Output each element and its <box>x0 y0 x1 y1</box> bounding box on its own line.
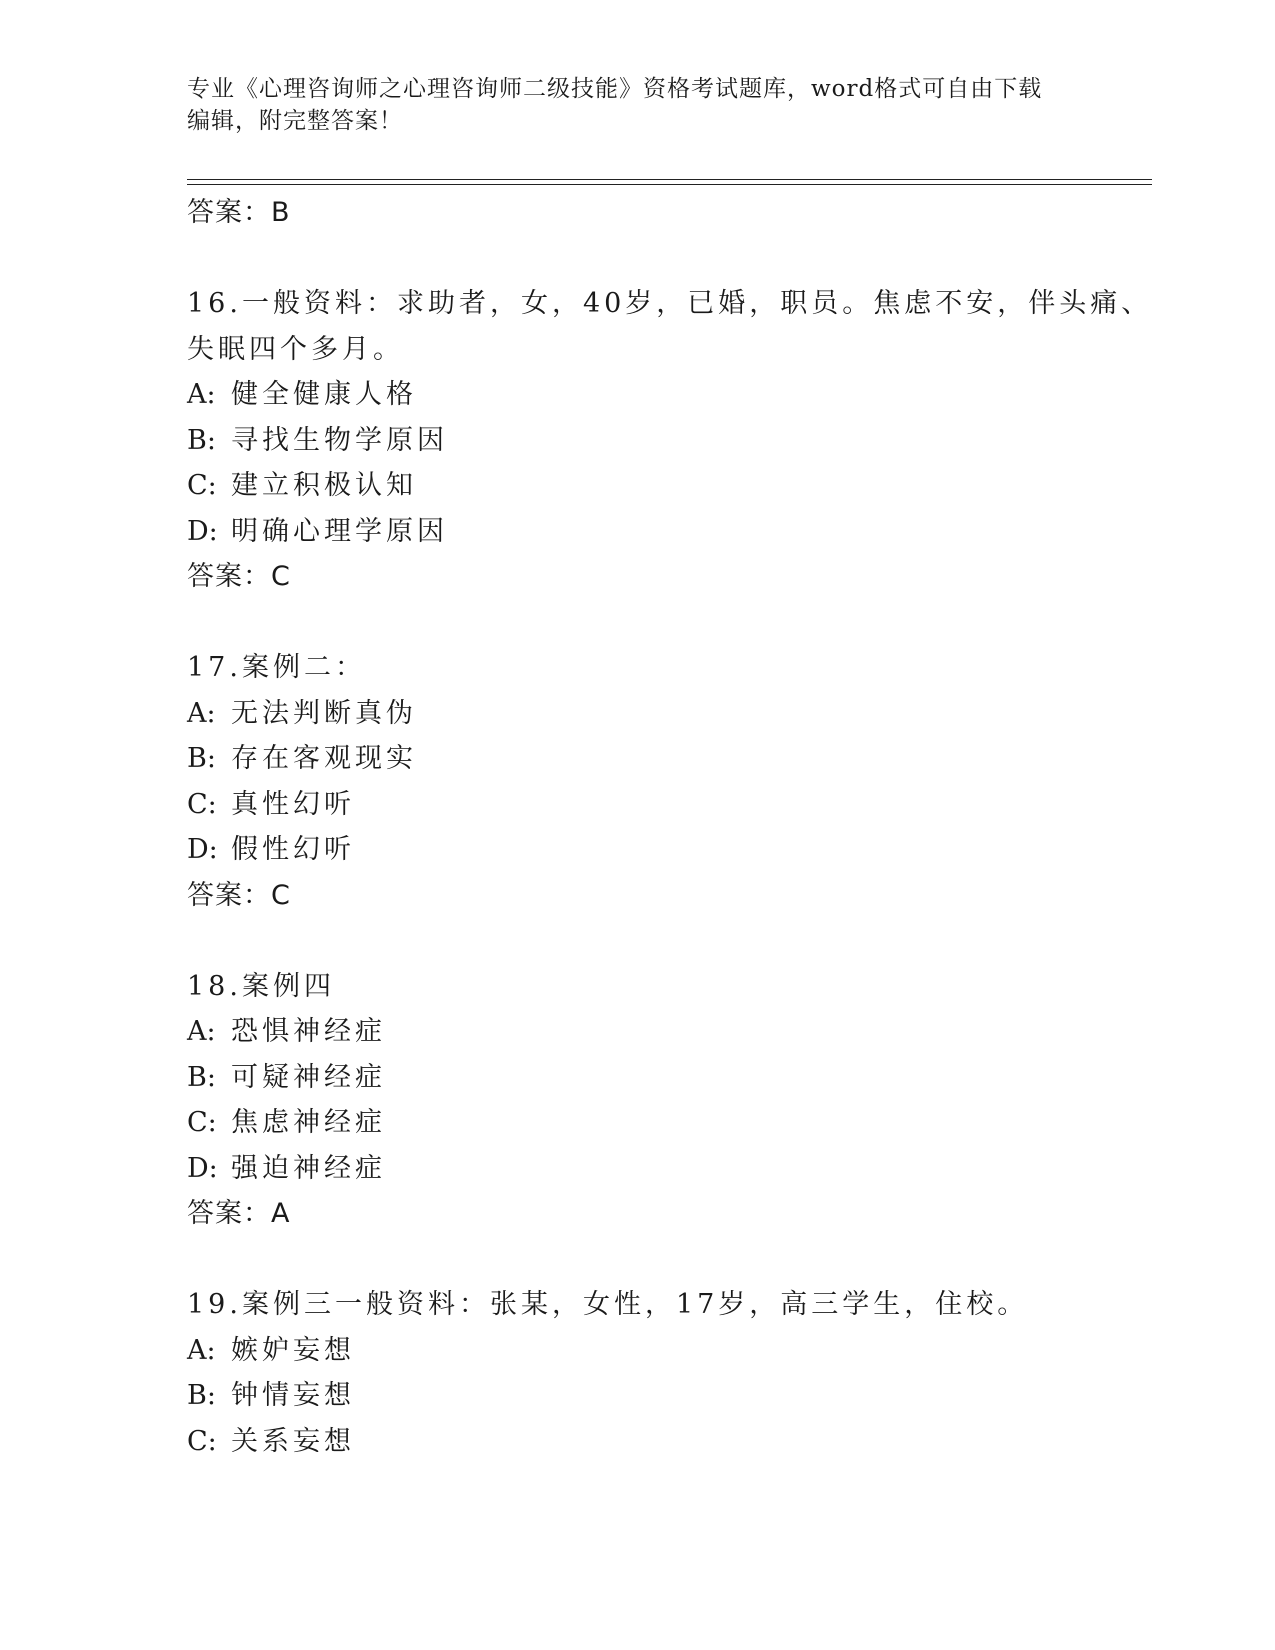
option-c <box>187 463 1147 509</box>
option-d <box>187 827 1147 873</box>
option-letter: C: <box>187 470 217 501</box>
page-header <box>187 73 1087 137</box>
option-letter: B: <box>187 743 216 774</box>
question-stem: 18.案例四 <box>187 970 335 1002</box>
header-line-2: 编辑，附完整答案！ <box>187 108 403 134</box>
option-letter: B: <box>187 424 216 456</box>
option-letter: D: <box>187 1152 218 1184</box>
answer-q18: 答案：A <box>187 1198 291 1229</box>
question-stem-continued: 失眠四个多月。 <box>187 333 404 365</box>
header-line-1: 专业《心理咨询师之心理咨询师二级技能》资格考试题库，word格式可自由下载 <box>187 76 1043 102</box>
option-letter: D: <box>187 834 218 865</box>
option-letter: A: <box>187 379 216 410</box>
option-d <box>187 509 1147 555</box>
option-a <box>187 372 1147 418</box>
option-a <box>187 691 1147 737</box>
option-text: 钟情妄想 <box>231 1380 355 1411</box>
question-stem: 16.一般资料：求助者，女，40岁，已婚，职员。焦虑不安，伴头痛、 <box>187 288 1153 319</box>
answer-q16: 答案：C <box>187 561 291 592</box>
spacer <box>187 600 1147 646</box>
option-d <box>187 1146 1147 1192</box>
question-stem: 17.案例二： <box>187 652 366 683</box>
option-letter: D: <box>187 515 218 547</box>
question-stem: 19.案例三一般资料：张某，女性，17岁，高三学生，住校。 <box>187 1289 1029 1320</box>
option-letter: C: <box>187 1107 217 1138</box>
option-b <box>187 1055 1147 1101</box>
option-text: 假性幻听 <box>231 834 355 865</box>
option-text: 关系妄想 <box>231 1425 355 1457</box>
spacer <box>187 918 1147 964</box>
option-b <box>187 418 1147 464</box>
question-18 <box>187 964 1147 1237</box>
option-b <box>187 1373 1147 1419</box>
option-letter: A: <box>187 1016 216 1047</box>
option-text: 恐惧神经症 <box>231 1016 386 1047</box>
option-text: 存在客观现实 <box>231 743 417 774</box>
option-text: 建立积极认知 <box>231 470 417 501</box>
answer-q17: 答案：C <box>187 879 291 911</box>
question-list <box>187 190 1153 1464</box>
option-text: 健全健康人格 <box>231 379 417 410</box>
question-17 <box>187 645 1147 918</box>
option-c <box>187 1100 1147 1146</box>
option-letter: C: <box>187 1425 217 1457</box>
spacer <box>187 1237 1147 1283</box>
option-letter: B: <box>187 1061 216 1093</box>
option-text: 明确心理学原因 <box>231 515 448 547</box>
option-c <box>187 782 1147 828</box>
header-divider-top <box>187 179 1152 180</box>
option-text: 嫉妒妄想 <box>231 1334 355 1366</box>
spacer <box>187 236 1147 282</box>
answer-q15: 答案：B <box>187 197 291 228</box>
option-letter: C: <box>187 788 217 820</box>
question-19 <box>187 1282 1147 1464</box>
option-text: 强迫神经症 <box>231 1152 386 1184</box>
option-text: 寻找生物学原因 <box>231 424 448 456</box>
option-c <box>187 1419 1147 1465</box>
option-text: 无法判断真伪 <box>231 697 417 729</box>
option-text: 焦虑神经症 <box>231 1107 386 1138</box>
option-letter: A: <box>187 697 216 729</box>
question-16 <box>187 281 1153 600</box>
option-a <box>187 1009 1147 1055</box>
option-text: 真性幻听 <box>231 788 355 820</box>
option-b <box>187 736 1147 782</box>
option-letter: A: <box>187 1334 216 1366</box>
header-divider-bottom <box>187 184 1152 185</box>
option-a <box>187 1328 1147 1374</box>
option-text: 可疑神经症 <box>231 1061 386 1093</box>
option-letter: B: <box>187 1380 216 1411</box>
